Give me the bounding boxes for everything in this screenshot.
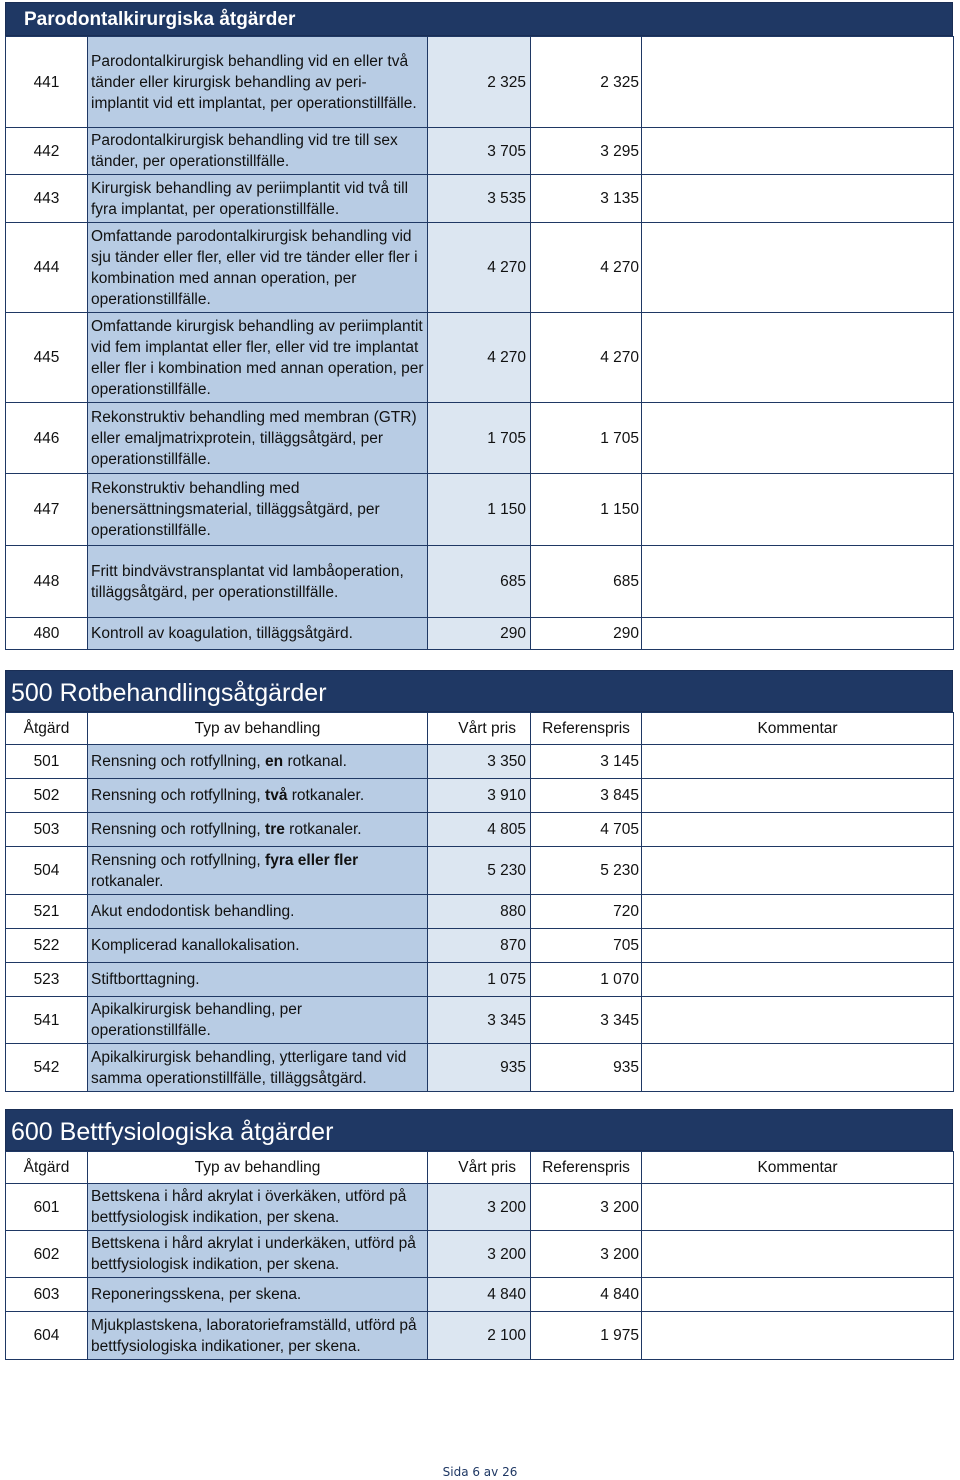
row-our-price: 1 150 [428,474,531,546]
column-header-desc: Typ av behandling [88,1152,428,1184]
row-ref-price: 3 295 [531,128,642,175]
row-code: 542 [6,1044,88,1092]
row-our-price: 2 325 [428,37,531,128]
row-ref-price: 1 150 [531,474,642,546]
row-code: 445 [6,313,88,403]
row-ref-price: 1 975 [531,1312,642,1360]
row-ref-price: 720 [531,895,642,929]
row-ref-price: 4 705 [531,813,642,847]
row-our-price: 4 270 [428,313,531,403]
row-description [88,997,428,1044]
row-comment [642,1312,954,1360]
row-description [88,847,428,895]
row-ref-price: 935 [531,1044,642,1092]
desc-text: Rensning och rotfyllning, [91,821,266,838]
desc-text: rotkanal. [283,753,347,770]
row-comment [642,403,954,474]
row-ref-price: 705 [531,929,642,963]
table-row [6,1231,954,1278]
row-our-price: 2 100 [428,1312,531,1360]
row-description: Mjukplastskena, laboratorieframställd, utförd på bettfysiologiska indikationer, per skena. [88,1312,428,1360]
row-our-price: 290 [428,618,531,650]
table-row [6,128,954,175]
row-our-price: 3 345 [428,997,531,1044]
row-code: 480 [6,618,88,650]
row-comment [642,1231,954,1278]
desc-text: rotkanaler. [287,787,365,804]
row-description: Rekonstruktiv behandling med benersättningsmaterial, tilläggsåtgärd, per operationstillfälle. [88,474,428,546]
section-title-bettfysiologi: 600 Bettfysiologiska åtgärder [5,1109,953,1151]
row-description: Parodontalkirurgisk behandling vid tre till sex tänder, per operationstillfälle. [88,128,428,175]
column-header-code: Åtgärd [6,1152,88,1184]
row-comment [642,1278,954,1312]
desc-text: Akut endodontisk behandling. [91,903,295,920]
row-description [88,929,428,963]
row-our-price: 4 840 [428,1278,531,1312]
row-comment [642,546,954,618]
row-ref-price: 4 840 [531,1278,642,1312]
row-comment [642,813,954,847]
row-description: Kirurgisk behandling av periimplantit vid två till fyra implantat, per operationstillfälle. [88,175,428,223]
row-our-price: 1 075 [428,963,531,997]
row-our-price: 880 [428,895,531,929]
row-comment [642,963,954,997]
section-parodontal [5,2,953,650]
row-code: 504 [6,847,88,895]
page-number: Sida 6 av 26 [442,1465,518,1479]
table-row [6,175,954,223]
table-row [6,1278,954,1312]
table-row [6,779,954,813]
row-code: 602 [6,1231,88,1278]
row-description: Reponeringsskena, per skena. [88,1278,428,1312]
row-our-price: 870 [428,929,531,963]
row-code: 501 [6,745,88,779]
table-row [6,546,954,618]
desc-text: Rensning och rotfyllning, [91,851,266,869]
column-header-comment: Kommentar [642,713,954,745]
row-ref-price: 1 070 [531,963,642,997]
row-our-price: 1 705 [428,403,531,474]
row-description: Bettskena i hård akrylat i överkäken, utförd på bettfysiologisk indikation, per skena. [88,1184,428,1231]
desc-emphasis: en [265,753,284,770]
column-header-comment: Kommentar [642,1152,954,1184]
row-comment [642,779,954,813]
row-description: Omfattande kirurgisk behandling av periimplantit vid fem implantat eller fler, eller vid tre implantat eller fler i kombination med annan operation, per operationstillfälle. [88,313,428,403]
row-ref-price: 685 [531,546,642,618]
row-description: Rekonstruktiv behandling med membran (GTR) eller emaljmatrixprotein, tilläggsåtgärd, per operationstillfälle. [88,403,428,474]
column-header-ref-price: Referenspris [531,1152,642,1184]
table-row [6,1312,954,1360]
row-description: Omfattande parodontalkirurgisk behandling vid sju tänder eller fler, eller vid tre tänder eller fler i kombination med annan operation, per operationstillfälle. [88,223,428,313]
table-row [6,1184,954,1231]
row-code: 442 [6,128,88,175]
row-description: Parodontalkirurgisk behandling vid en eller två tänder eller kirurgisk behandling av peri-implantit vid ett implantat, per operationstillfälle. [88,37,428,128]
table-row [6,997,954,1044]
row-ref-price: 4 270 [531,313,642,403]
desc-text: Komplicerad kanallokalisation. [91,937,300,954]
row-our-price: 3 705 [428,128,531,175]
row-our-price: 3 200 [428,1184,531,1231]
row-code: 503 [6,813,88,847]
column-header-our-price: Vårt pris [428,1152,531,1184]
table-row [6,223,954,313]
row-code: 522 [6,929,88,963]
row-code: 502 [6,779,88,813]
row-description [88,779,428,813]
row-comment [642,474,954,546]
row-ref-price: 290 [531,618,642,650]
row-comment [642,1044,954,1092]
row-comment [642,745,954,779]
table-row [6,847,954,895]
table-row [6,37,954,128]
section-title-parodontal: Parodontalkirurgiska åtgärder [5,2,953,36]
column-header-desc: Typ av behandling [88,713,428,745]
section-rotbehandling [5,670,953,1092]
row-description: Fritt bindvävstransplantat vid lambåoperation, tilläggsåtgärd, per operationstillfälle. [88,546,428,618]
row-comment [642,223,954,313]
desc-emphasis: två [265,787,288,804]
row-code: 447 [6,474,88,546]
desc-text: Rensning och rotfyllning, [91,787,266,804]
row-comment [642,175,954,223]
row-description [88,963,428,997]
table-header-row [6,1152,954,1184]
row-ref-price: 4 270 [531,223,642,313]
desc-text: rotkanaler. [91,872,164,890]
row-comment [642,313,954,403]
table-row [6,929,954,963]
row-code: 601 [6,1184,88,1231]
row-our-price: 3 535 [428,175,531,223]
row-our-price: 3 910 [428,779,531,813]
table-row [6,813,954,847]
row-description [88,895,428,929]
row-code: 523 [6,963,88,997]
row-code: 441 [6,37,88,128]
row-ref-price: 3 145 [531,745,642,779]
row-comment [642,929,954,963]
desc-text: Stiftborttagning. [91,971,200,988]
row-ref-price: 3 200 [531,1231,642,1278]
row-code: 541 [6,997,88,1044]
row-comment [642,128,954,175]
row-our-price: 4 270 [428,223,531,313]
desc-text: Apikalkirurgisk behandling, ytterligare tand vid samma operationstillfälle, tilläggsåtgärd. [91,1048,407,1087]
table-row [6,963,954,997]
row-code: 604 [6,1312,88,1360]
column-header-ref-price: Referenspris [531,713,642,745]
table-rotbehandling [5,712,954,1092]
desc-text: Rensning och rotfyllning, [91,753,266,770]
row-ref-price: 5 230 [531,847,642,895]
table-row [6,403,954,474]
table-row [6,1044,954,1092]
row-ref-price: 1 705 [531,403,642,474]
row-ref-price: 3 200 [531,1184,642,1231]
table-header-row [6,713,954,745]
column-header-code: Åtgärd [6,713,88,745]
row-description [88,813,428,847]
desc-emphasis: fyra eller fler [265,851,359,869]
row-comment [642,847,954,895]
row-ref-price: 3 345 [531,997,642,1044]
row-comment [642,618,954,650]
desc-text: rotkanaler. [284,821,362,838]
row-code: 448 [6,546,88,618]
section-bettfysiologi [5,1109,953,1360]
table-row [6,895,954,929]
row-our-price: 4 805 [428,813,531,847]
table-bettfysiologi [5,1151,954,1360]
row-our-price: 685 [428,546,531,618]
column-header-our-price: Vårt pris [428,713,531,745]
row-comment [642,997,954,1044]
row-comment [642,895,954,929]
row-description: Bettskena i hård akrylat i underkäken, utförd på bettfysiologisk indikation, per skena. [88,1231,428,1278]
table-row [6,745,954,779]
desc-emphasis: tre [265,821,285,838]
row-comment [642,1184,954,1231]
row-our-price: 3 200 [428,1231,531,1278]
table-row [6,474,954,546]
row-comment [642,37,954,128]
row-description [88,745,428,779]
row-ref-price: 2 325 [531,37,642,128]
row-our-price: 3 350 [428,745,531,779]
row-code: 443 [6,175,88,223]
row-description [88,1044,428,1092]
desc-text: Apikalkirurgisk behandling, per operationstillfälle. [91,1001,303,1039]
table-row [6,618,954,650]
row-ref-price: 3 135 [531,175,642,223]
row-code: 444 [6,223,88,313]
row-ref-price: 3 845 [531,779,642,813]
row-description: Kontroll av koagulation, tilläggsåtgärd. [88,618,428,650]
row-our-price: 935 [428,1044,531,1092]
row-our-price: 5 230 [428,847,531,895]
row-code: 446 [6,403,88,474]
table-parodontal [5,36,954,650]
row-code: 521 [6,895,88,929]
section-title-rotbehandling: 500 Rotbehandlingsåtgärder [5,670,953,712]
row-code: 603 [6,1278,88,1312]
table-row [6,313,954,403]
